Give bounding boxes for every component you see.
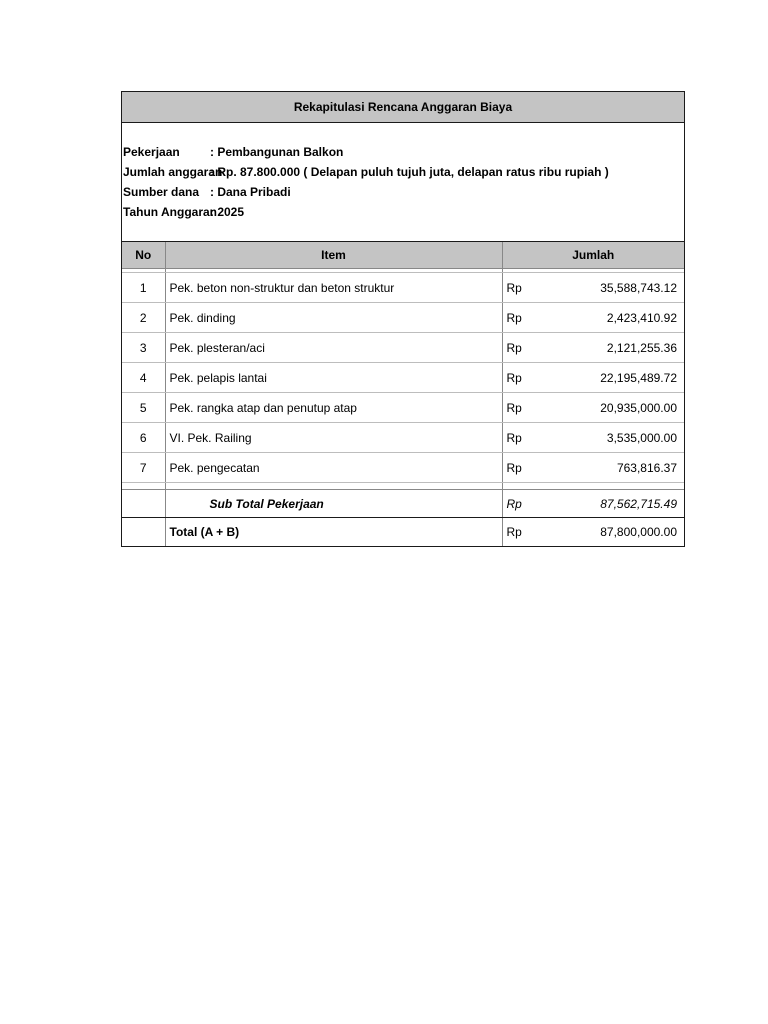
row-currency: Rp — [502, 453, 542, 483]
row-item: Pek. rangka atap dan penutup atap — [165, 393, 502, 423]
info-row-pekerjaan — [123, 142, 684, 162]
info-value: : 2025 — [210, 205, 245, 219]
subtotal-currency: Rp — [502, 490, 542, 518]
row-amount: 2,121,255.36 — [542, 333, 684, 363]
budget-recap-sheet — [121, 91, 685, 547]
total-row — [122, 518, 684, 547]
info-label: Sumber dana — [123, 185, 200, 199]
row-no: 6 — [122, 423, 165, 453]
table-row — [122, 453, 684, 483]
sheet-title: Rekapitulasi Rencana Anggaran Biaya — [122, 92, 684, 123]
row-no: 7 — [122, 453, 165, 483]
row-item: Pek. dinding — [165, 303, 502, 333]
row-no: 1 — [122, 273, 165, 303]
row-currency: Rp — [502, 393, 542, 423]
table-spacer — [122, 483, 684, 490]
table-row — [122, 273, 684, 303]
info-value: : Rp. 87.800.000 ( Delapan puluh tujuh juta, delapan ratus ribu rupiah ) — [210, 165, 609, 179]
row-amount: 3,535,000.00 — [542, 423, 684, 453]
budget-table — [122, 241, 684, 546]
info-label: Jumlah anggaran — [123, 165, 223, 179]
total-currency: Rp — [506, 525, 522, 539]
subtotal-label: Sub Total Pekerjaan — [165, 490, 502, 518]
row-amount: 35,588,743.12 — [542, 273, 684, 303]
row-item: Pek. pengecatan — [165, 453, 502, 483]
info-row-jumlah-anggaran — [123, 162, 684, 182]
row-no: 2 — [122, 303, 165, 333]
row-item: Pek. pelapis lantai — [165, 363, 502, 393]
row-currency: Rp — [502, 333, 542, 363]
table-header-row — [122, 242, 684, 269]
header-jumlah: Jumlah — [502, 242, 684, 269]
info-label: Pekerjaan — [123, 145, 180, 159]
row-amount: 763,816.37 — [542, 453, 684, 483]
row-item: Pek. plesteran/aci — [165, 333, 502, 363]
row-amount: 20,935,000.00 — [542, 393, 684, 423]
row-item: VI. Pek. Railing — [165, 423, 502, 453]
table-row — [122, 363, 684, 393]
info-value: : Pembangunan Balkon — [210, 145, 344, 159]
total-label: Total (A + B) — [165, 518, 502, 547]
row-currency: Rp — [502, 303, 542, 333]
project-info — [122, 123, 684, 241]
row-no: 4 — [122, 363, 165, 393]
row-no: 3 — [122, 333, 165, 363]
table-row — [122, 303, 684, 333]
table-row — [122, 393, 684, 423]
row-amount: 2,423,410.92 — [542, 303, 684, 333]
total-amount: 87,800,000.00 — [600, 525, 677, 539]
header-item: Item — [165, 242, 502, 269]
header-no: No — [122, 242, 165, 269]
table-row — [122, 423, 684, 453]
info-label: Tahun Anggaran — [123, 205, 217, 219]
row-no: 5 — [122, 393, 165, 423]
subtotal-amount: 87,562,715.49 — [542, 490, 684, 518]
row-currency: Rp — [502, 423, 542, 453]
row-currency: Rp — [502, 363, 542, 393]
info-row-sumber-dana — [123, 182, 684, 202]
subtotal-row — [122, 490, 684, 518]
table-row — [122, 333, 684, 363]
row-amount: 22,195,489.72 — [542, 363, 684, 393]
row-item: Pek. beton non-struktur dan beton struktur — [165, 273, 502, 303]
info-value: : Dana Pribadi — [210, 185, 291, 199]
info-row-tahun-anggaran — [123, 202, 684, 222]
row-currency: Rp — [502, 273, 542, 303]
